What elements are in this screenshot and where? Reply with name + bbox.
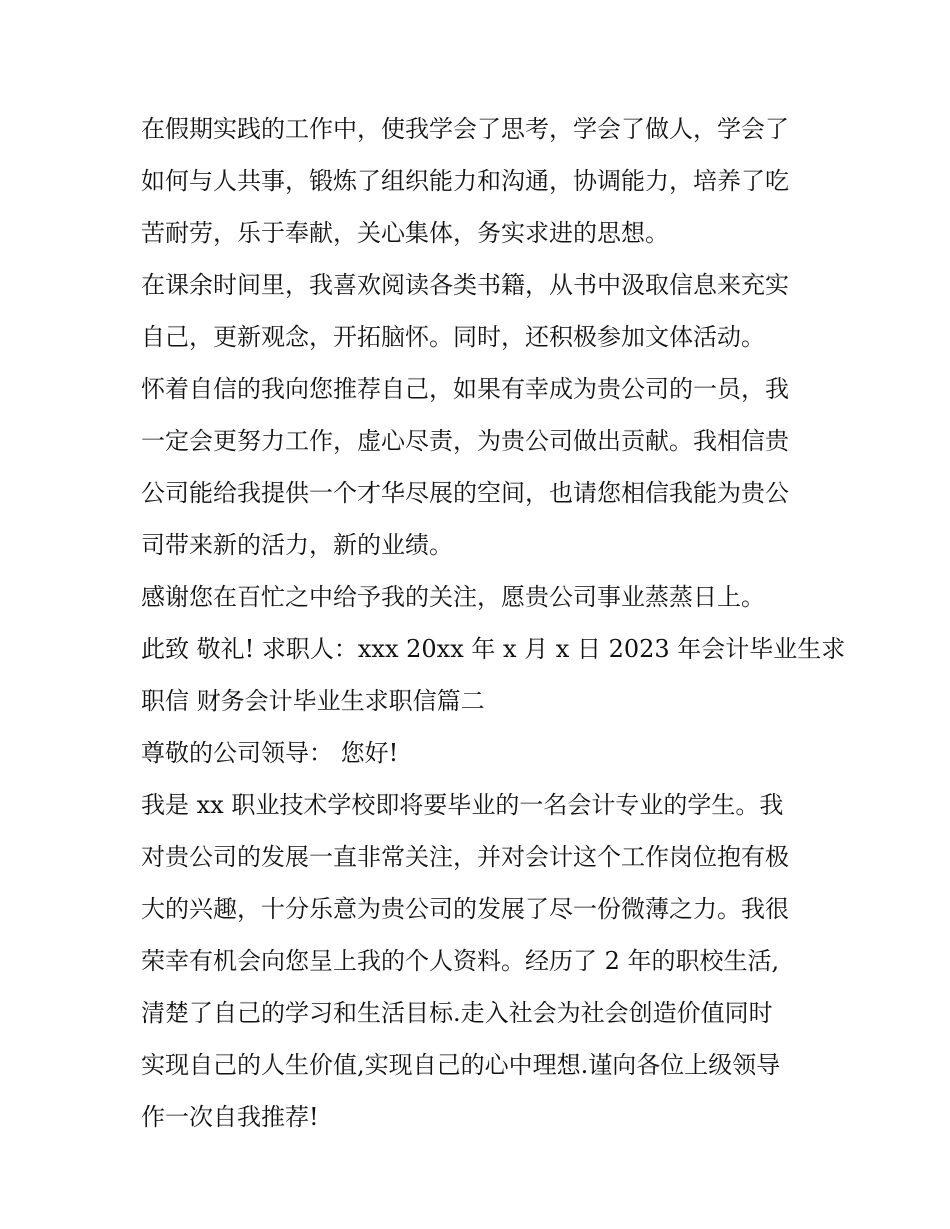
text-line: 职信 财务会计毕业生求职信篇二 bbox=[141, 687, 485, 715]
text-line: 怀着自信的我向您推荐自己，如果有幸成为贵公司的一员，我 bbox=[141, 375, 789, 403]
text-line: 在课余时间里，我喜欢阅读各类书籍，从书中汲取信息来充实 bbox=[141, 271, 789, 299]
text-line: 在假期实践的工作中，使我学会了思考，学会了做人，学会了 bbox=[141, 115, 789, 143]
text-line: 如何与人共事，锻炼了组织能力和沟通，协调能力，培养了吃 bbox=[141, 167, 789, 195]
text-line: 感谢您在百忙之中给予我的关注，愿贵公司事业蒸蒸日上。 bbox=[141, 583, 765, 611]
text-line: 尊敬的公司领导： 您好! bbox=[141, 739, 399, 767]
text-line: 此致 敬礼! 求职人：xxx 20xx 年 x 月 x 日 2023 年会计毕业生求 bbox=[141, 635, 846, 663]
text-line: 清楚了自己的学习和生活目标.走入社会为社会创造价值同时 bbox=[141, 999, 773, 1027]
text-line: 我是 xx 职业技术学校即将要毕业的一名会计专业的学生。我 bbox=[141, 791, 784, 819]
text-line: 作一次自我推荐! bbox=[141, 1103, 319, 1131]
document-body bbox=[141, 103, 846, 1143]
text-line: 公司能给我提供一个才华尽展的空间，也请您相信我能为贵公 bbox=[141, 479, 789, 507]
text-line: 大的兴趣，十分乐意为贵公司的发展了尽一份微薄之力。我很 bbox=[141, 895, 789, 923]
text-line: 对贵公司的发展一直非常关注，并对会计这个工作岗位抱有极 bbox=[141, 843, 789, 871]
text-line: 苦耐劳，乐于奉献，关心集体，务实求进的思想。 bbox=[141, 219, 669, 247]
text-line: 司带来新的活力，新的业绩。 bbox=[141, 531, 453, 559]
text-line: 自己，更新观念，开拓脑怀。同时，还积极参加文体活动。 bbox=[141, 323, 765, 351]
text-line: 一定会更努力工作，虚心尽责，为贵公司做出贡献。我相信贵 bbox=[141, 427, 789, 455]
text-line: 荣幸有机会向您呈上我的个人资料。经历了 2 年的职校生活, bbox=[141, 947, 780, 975]
text-line: 实现自己的人生价值,实现自己的心中理想.谨向各位上级领导 bbox=[141, 1051, 781, 1079]
